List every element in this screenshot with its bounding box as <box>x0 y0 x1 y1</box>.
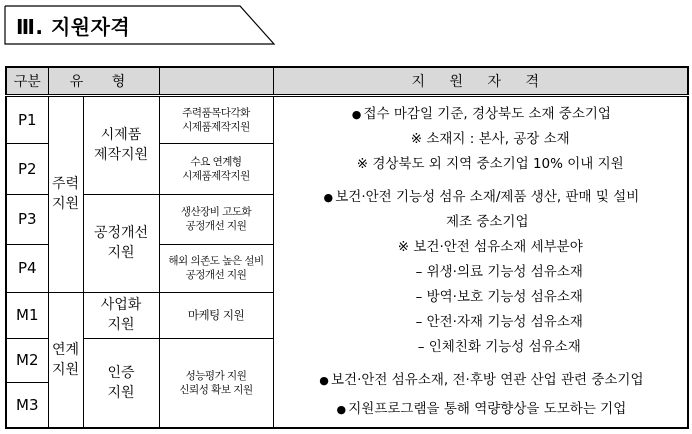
qualification-item: ● 지원프로그램을 통해 역량향상을 도모하는 기업 <box>274 397 688 422</box>
code-p3: P3 <box>6 194 48 244</box>
code-p4: P4 <box>6 244 48 292</box>
qualification-item: ● 보건·안전 섬유소재, 전·후방 연관 산업 관련 중소기업 <box>274 368 688 393</box>
type-process: 공정개선 지원 <box>83 194 159 292</box>
group-linked: 연계 지원 <box>48 292 83 428</box>
subtype-p2: 수요 연계형 시제품제작지원 <box>159 143 273 194</box>
table-row <box>6 95 688 143</box>
subtype-m1: 마케팅 지원 <box>159 292 273 338</box>
subtype-m23: 성능평가 지원 신뢰성 확보 지원 <box>159 338 273 428</box>
bullet-icon: ● <box>336 402 347 416</box>
qualification-detail: – 안전·자재 기능성 섬유소재 <box>415 313 583 330</box>
qualification-cell <box>273 95 688 428</box>
qualification-item: ● 보건·안전 기능성 섬유 소재/제품 생산, 판매 및 설비 <box>274 185 688 210</box>
header-subtype-blank <box>159 67 273 95</box>
header-type: 유 형 <box>48 67 159 95</box>
group-main: 주력 지원 <box>48 95 83 292</box>
code-m2: M2 <box>6 338 48 382</box>
bullet-icon: ● <box>319 373 329 387</box>
header-qualification: 지 원 자 격 <box>273 67 688 95</box>
bullet-icon: ● <box>323 190 334 204</box>
qualification-detail: – 방역·보호 기능성 섬유소재 <box>415 288 583 305</box>
code-m1: M1 <box>6 292 48 338</box>
code-p2: P2 <box>6 143 48 194</box>
type-certification: 인증 지원 <box>83 338 159 428</box>
qualification-item: ● 접수 마감일 기준, 경상북도 소재 중소기업 <box>274 102 688 127</box>
section-header <box>4 5 276 45</box>
table-header-row <box>6 67 688 95</box>
qualification-note: ※ 소재지 : 본사, 공장 소재 <box>410 130 570 147</box>
qualification-note: ※ 경상북도 외 지역 중소기업 10% 이내 지원 <box>356 155 624 172</box>
subtype-p4: 해외 의존도 높은 설비 공정개선 지원 <box>159 244 273 292</box>
qualification-table <box>5 66 689 429</box>
code-p1: P1 <box>6 95 48 143</box>
type-commercial: 사업화 지원 <box>83 292 159 338</box>
subtype-p1: 주력품목다각화 시제품제작지원 <box>159 95 273 143</box>
qualification-item-continued: 제조 중소기업 <box>445 213 529 230</box>
type-prototype: 시제품 제작지원 <box>83 95 159 194</box>
qualification-detail: – 인체친화 기능성 섬유소재 <box>417 338 581 355</box>
header-category: 구분 <box>6 67 48 95</box>
qualification-note: ※ 보건·안전 섬유소재 세부분야 <box>397 238 583 255</box>
qualification-detail: – 위생·의료 기능성 섬유소재 <box>415 263 583 280</box>
code-m3: M3 <box>6 382 48 428</box>
section-title: Ⅲ. 지원자격 <box>16 15 131 39</box>
subtype-p3: 생산장비 고도화 공정개선 지원 <box>159 194 273 244</box>
bullet-icon: ● <box>351 107 362 121</box>
